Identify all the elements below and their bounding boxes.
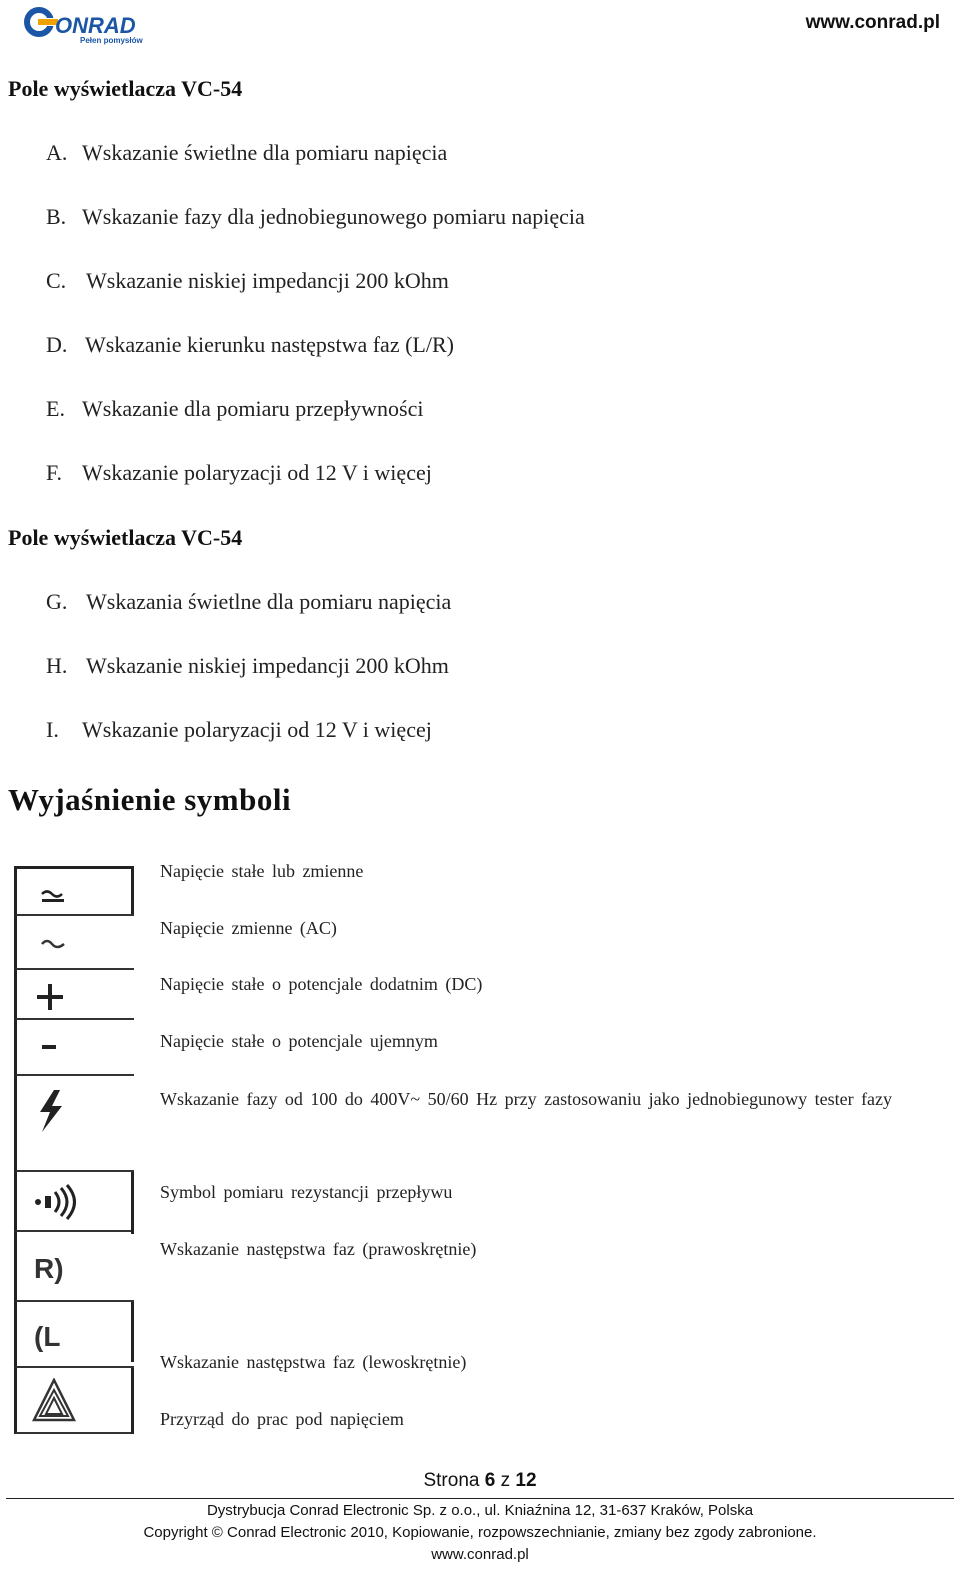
section2-title: Pole wyświetlacza VC-54 bbox=[8, 525, 243, 550]
svg-text:R): R) bbox=[34, 1253, 64, 1284]
list-item: D. Wskazanie kierunku następstwa faz (L/R) bbox=[46, 332, 454, 357]
footer-divider bbox=[6, 1498, 954, 1499]
plus-icon bbox=[32, 980, 72, 1014]
symbol-desc: Symbol pomiaru rezystancji przepływu bbox=[160, 1182, 453, 1202]
list-item: H. Wskazanie niskiej impedancji 200 kOhm bbox=[46, 653, 449, 678]
section1-title: Pole wyświetlacza VC-54 bbox=[8, 76, 243, 101]
symbols-title: Wyjaśnienie symboli bbox=[8, 782, 292, 817]
high-voltage-icon bbox=[32, 1378, 76, 1424]
conrad-logo bbox=[24, 6, 164, 46]
svg-text:(L: (L bbox=[34, 1321, 61, 1352]
symbols-column bbox=[14, 866, 136, 1434]
minus-icon bbox=[32, 1042, 72, 1052]
footer-distributor: Dystrybucja Conrad Electronic Sp. z o.o., ul. Kniaźnina 12, 31-637 Kraków, Polska bbox=[206, 1502, 754, 1519]
rotation-left-icon bbox=[32, 1318, 76, 1354]
list-item: C. Wskazanie niskiej impedancji 200 kOhm bbox=[46, 268, 449, 293]
footer-copyright: Copyright © Conrad Electronic 2010, Kopiowanie, rozpowszechnianie, zmiany bez zgody zabronione. bbox=[143, 1524, 817, 1541]
symbol-desc: Napięcie stałe lub zmienne bbox=[160, 861, 364, 881]
footer-url[interactable]: www.conrad.pl bbox=[431, 1546, 529, 1563]
list-item: A. Wskazanie świetlne dla pomiaru napięcia bbox=[46, 140, 448, 165]
list-item: G. Wskazania świetlne dla pomiaru napięcia bbox=[46, 589, 452, 614]
page-number: Strona 6 z 12 bbox=[423, 1470, 537, 1491]
header-site-url[interactable]: www.conrad.pl bbox=[805, 12, 940, 33]
symbol-desc: Wskazanie fazy od 100 do 400V~ 50/60 Hz przy zastosowaniu jako jednobiegunowy tester fazy bbox=[160, 1089, 893, 1109]
lightning-icon bbox=[32, 1088, 72, 1134]
list-item: B. Wskazanie fazy dla jednobiegunowego pomiaru napięcia bbox=[46, 204, 585, 229]
symbol-desc: Wskazanie następstwa faz (prawoskrętnie) bbox=[160, 1239, 477, 1259]
symbol-desc: Napięcie stałe o potencjale dodatnim (DC) bbox=[160, 974, 483, 994]
svg-text:ONRAD: ONRAD bbox=[55, 13, 136, 38]
list-item: I. Wskazanie polaryzacji od 12 V i więcej bbox=[46, 717, 432, 742]
rotation-right-icon bbox=[32, 1250, 76, 1286]
svg-text:Pełen pomysłów: Pełen pomysłów bbox=[80, 36, 143, 45]
sound-icon bbox=[32, 1182, 82, 1222]
list-item: E. Wskazanie dla pomiaru przepływności bbox=[46, 396, 424, 421]
symbol-desc: Wskazanie następstwa faz (lewoskrętnie) bbox=[160, 1352, 467, 1372]
symbol-desc: Napięcie stałe o potencjale ujemnym bbox=[160, 1031, 438, 1051]
symbol-desc: Napięcie zmienne (AC) bbox=[160, 918, 337, 938]
ac-icon bbox=[32, 932, 72, 952]
symbol-desc: Przyrząd do prac pod napięciem bbox=[160, 1409, 404, 1429]
list-item: F. Wskazanie polaryzacji od 12 V i więcej bbox=[46, 460, 432, 485]
ac-dc-icon bbox=[32, 888, 72, 908]
